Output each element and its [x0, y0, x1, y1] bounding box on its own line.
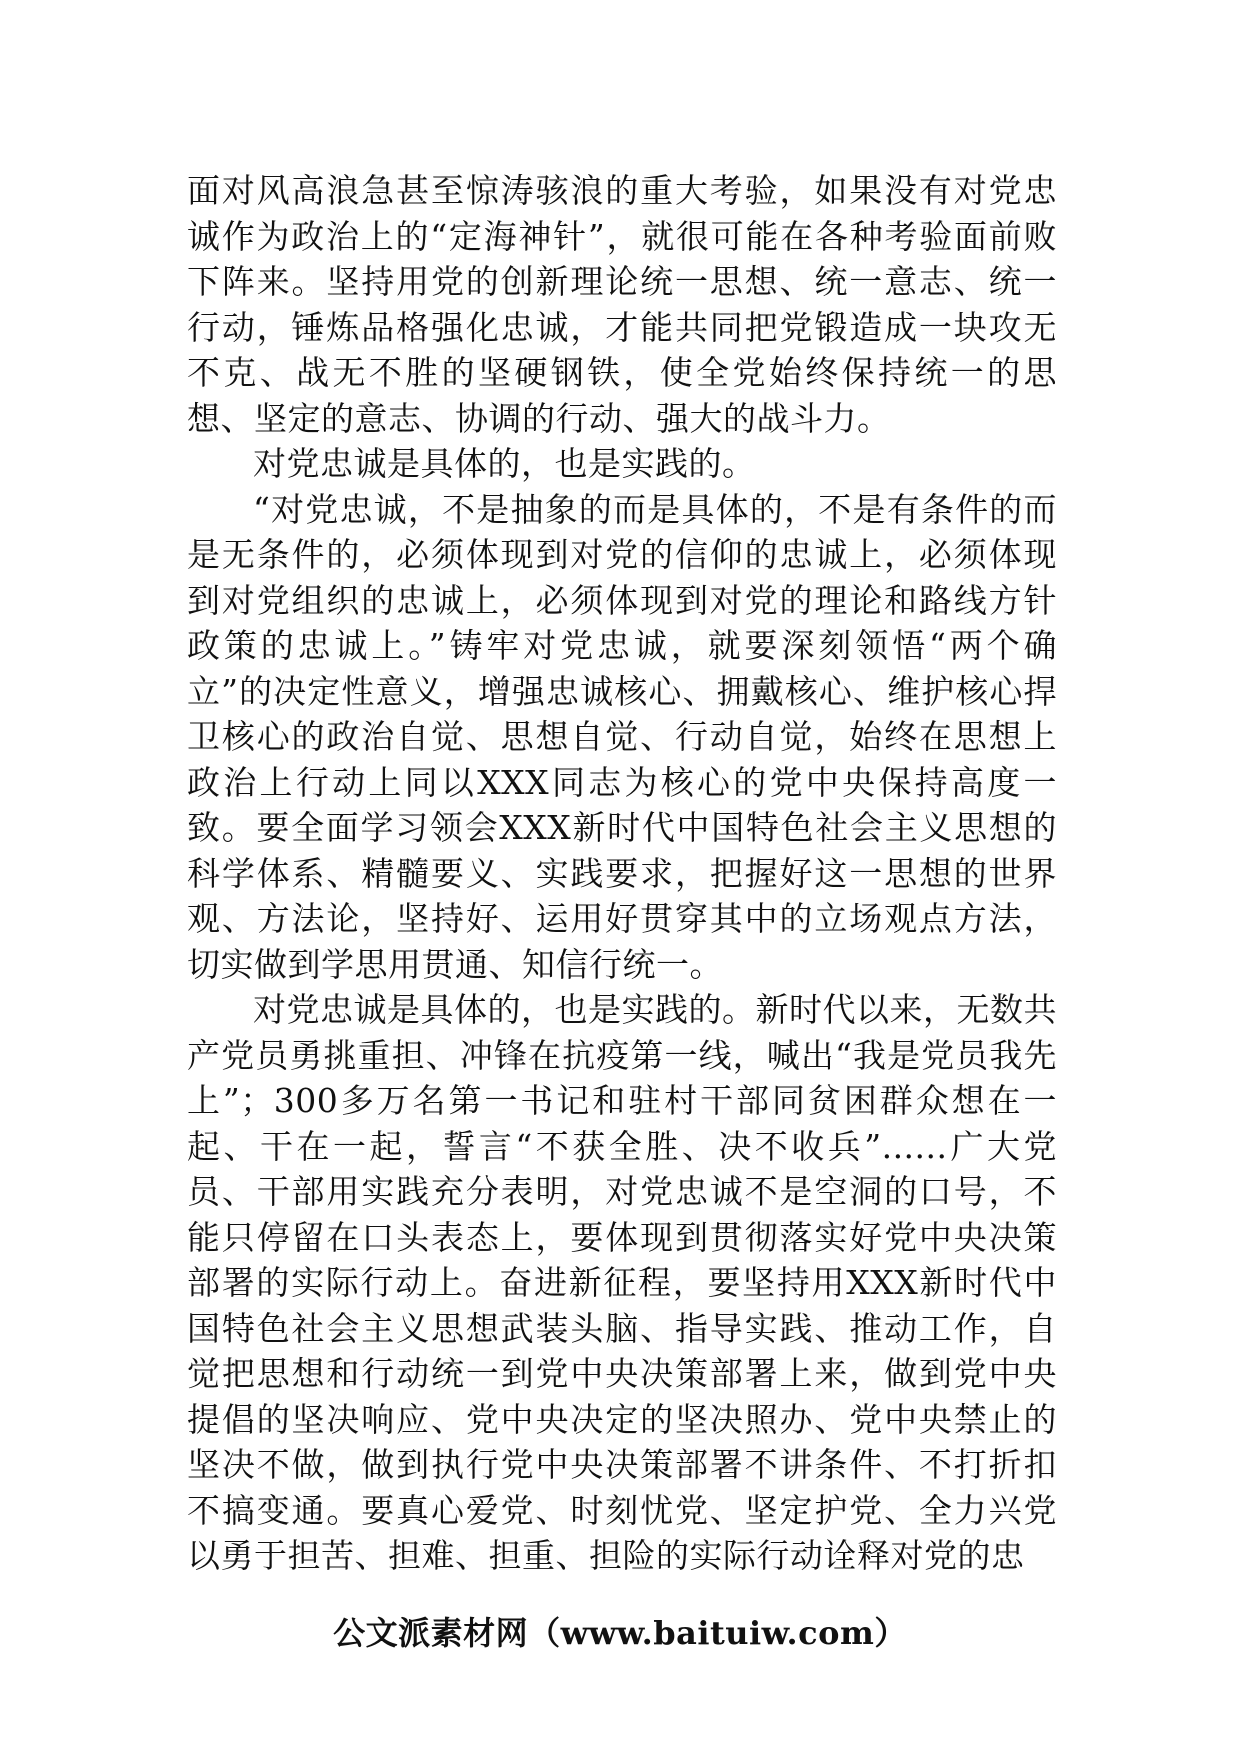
paragraph-heading-line: 对党忠诚是具体的，也是实践的。	[253, 444, 756, 483]
paragraph-quote: “对党忠诚，不是抽象的而是具体的，不是有条件的而是无条件的，必须体现到对党的信仰的忠诚上，必须体现到对党组织的忠诚上，必须体现到对党的理论和路线方针政策的忠诚上。”铸牢对党忠诚，就要深刻领悟“两个确立”的决定性意义，增强忠诚核心、拥戴核心、维护核心捍卫核心的政治自觉、思想自觉、行动自觉，始终在思想上政治上行动上同以XXX同志为核心的党中央保持高度一致。要全面学习领会XXX新时代中国特色社会主义思想的科学体系、精髓要义、实践要求，把握好这一思想的世界观、方法论，坚持好、运用好贯穿其中的立场观点方法，切实做到学思用贯通、知信行统一。	[187, 489, 1057, 984]
paragraph-practice: 对党忠诚是具体的，也是实践的。新时代以来，无数共产党员勇挑重担、冲锋在抗疫第一线，喊出“我是党员我先上”；300多万名第一书记和驻村干部同贫困群众想在一起、干在一起，誓言“不获全胜、决不收兵”......广大党员、干部用实践充分表明，对党忠诚不是空洞的口号，不能只停留在口头表态上，要体现到贯彻落实好党中央决策部署的实际行动上。奋进新征程，要坚持用XXX新时代中国特色社会主义思想武装头脑、指导实践、推动工作，自觉把思想和行动统一到党中央决策部署上来，做到党中央提倡的坚决响应、党中央决定的坚决照办、党中央禁止的坚决不做，做到执行党中央决策部署不讲条件、不打折扣不搞变通。要真心爱党、时刻忧党、坚定护党、全力兴党以勇于担苦、担难、担重、担险的实际行动诠释对党的忠	[187, 990, 1057, 1575]
document-body	[187, 168, 1057, 1579]
footer-watermark-text: 公文派素材网（www.baituiw.com）	[333, 1614, 907, 1652]
paragraph-continuation: 面对风高浪急甚至惊涛骇浪的重大考验，如果没有对党忠诚作为政治上的“定海神针”，就很可能在各种考验面前败下阵来。坚持用党的创新理论统一思想、统一意志、统一行动，锤炼品格强化忠诚，才能共同把党锻造成一块攻无不克、战无不胜的坚硬钢铁，使全党始终保持统一的思想、坚定的意志、协调的行动、强大的战斗力。	[187, 171, 1057, 438]
